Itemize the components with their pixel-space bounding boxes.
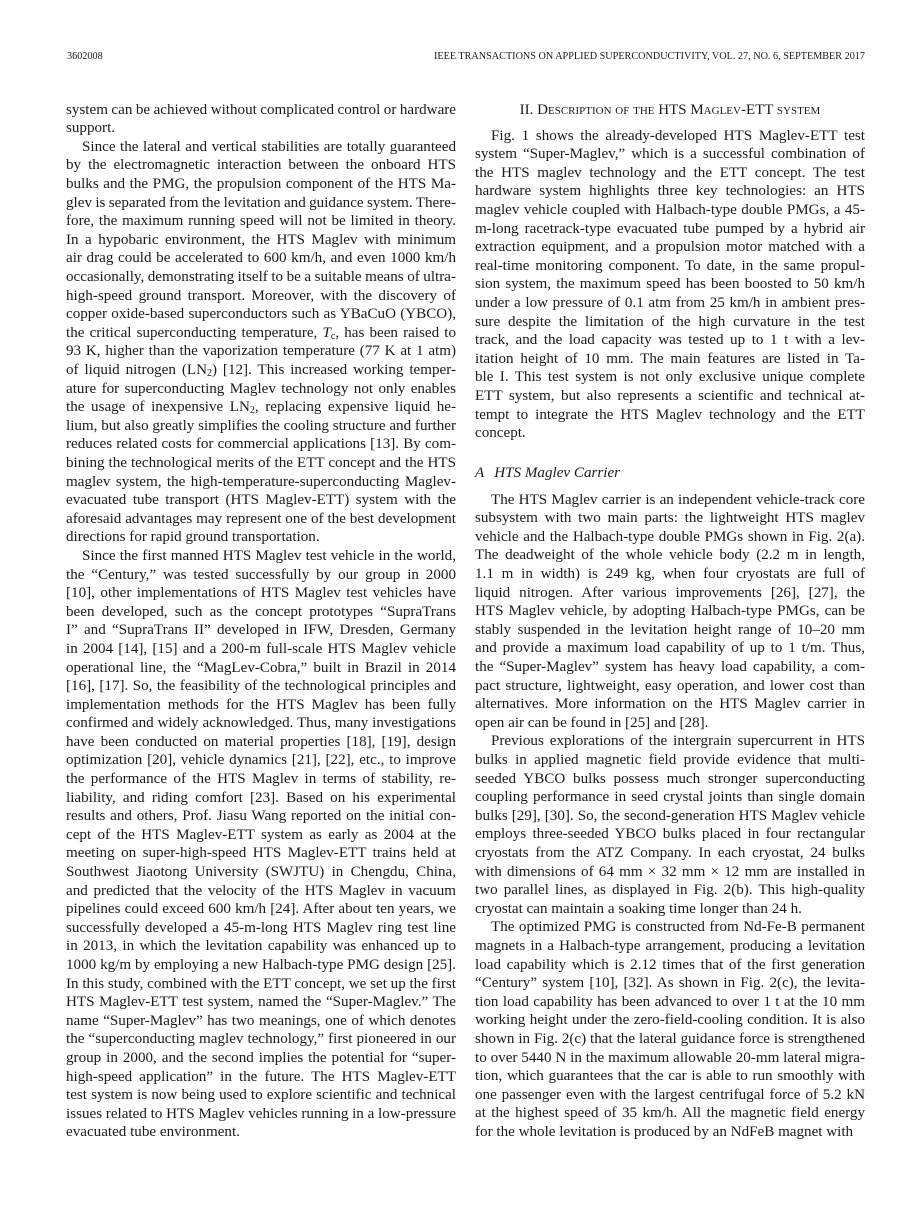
text-line-content: operational line, the “MagLev-Cobra,” built in Brazil in 2014 (66, 659, 456, 676)
text-line (475, 881, 865, 900)
text-line (475, 1104, 865, 1123)
text-line-content: optimization [20], vehicle dynamics [21], [22], etc., to improve (66, 752, 456, 769)
text-line-content: Fig. 1 shows the already-developed HTS Maglev-ETT test (491, 127, 865, 144)
text-line-content: system can be achieved without complicated control or hardware (66, 101, 456, 118)
text-line (66, 993, 456, 1012)
text-line-content: lium, but also greatly simplifies the cooling structure and further (66, 417, 456, 434)
text-line-content: fore, the maximum running speed will not be limited in theory. (66, 213, 456, 230)
text-line (475, 807, 865, 826)
text-line (475, 145, 865, 164)
text-line (475, 491, 865, 510)
text-line (475, 1011, 865, 1030)
text-line-content: by the electromagnetic interaction between the onboard HTS (66, 157, 456, 174)
text-line-content: bulks and the PMG, the propulsion component of the HTS Ma- (66, 176, 456, 193)
text-line (66, 473, 456, 492)
text-line (475, 565, 865, 584)
text-line (475, 424, 865, 443)
text-line (66, 659, 456, 678)
text-line (475, 714, 865, 733)
text-line-content: alternatives. More information on the HTS Maglev carrier in (475, 696, 865, 713)
text-line (66, 844, 456, 863)
text-line (66, 900, 456, 919)
text-line (475, 658, 865, 677)
text-line (475, 602, 865, 621)
text-line-content: evacuated tube transport (HTS Maglev-ETT) system with the (66, 492, 456, 509)
text-line-content: at the highest speed of 35 km/h. All the magnetic field energy (475, 1105, 865, 1122)
text-line-content: liquid nitrogen. After various improvements [26], [27], the (475, 584, 865, 601)
text-line (66, 1012, 456, 1031)
text-line-content: Previous explorations of the intergrain supercurrent in HTS (491, 733, 865, 750)
text-line (475, 387, 865, 406)
paragraph (66, 101, 456, 138)
right-column-intro (475, 127, 865, 443)
text-line-content: shown in Fig. 2(c) that the lateral guidance force is strengthened (475, 1030, 865, 1047)
text-line (66, 1086, 456, 1105)
paragraph (66, 547, 456, 1142)
text-line (475, 584, 865, 603)
text-line (66, 547, 456, 566)
text-line-content: magnets in a Halbach-type arrangement, producing a levitation (475, 937, 865, 954)
text-line (475, 546, 865, 565)
text-line (475, 732, 865, 751)
text-line-content: Since the lateral and vertical stabilities are totally guaranteed (82, 138, 456, 155)
text-line (66, 324, 456, 343)
text-line-content: high-speed ground transport. Moreover, with the discovery of (66, 287, 456, 304)
text-line-content: The HTS Maglev carrier is an independent vehicle-track core (491, 491, 865, 508)
text-line-content: and provide a maximum load capability of up to 1 t/m. Thus, (475, 640, 865, 657)
text-line-content: under a low pressure of 0.1 atm from 25 km/h in ambient pres- (475, 295, 865, 312)
running-header: IEEE TRANSACTIONS ON APPLIED SUPERCONDUCTIVITY, VOL. 27, NO. 6, SEPTEMBER 2017 (433, 51, 865, 62)
text-line-content: support. (66, 120, 116, 137)
text-line-content: the “Super-Maglev” system has heavy load capability, a com- (475, 659, 865, 676)
paragraph (475, 918, 865, 1141)
text-line (66, 194, 456, 213)
section-heading-block (475, 101, 865, 120)
text-line (66, 454, 456, 473)
text-line (66, 361, 456, 380)
paragraph (475, 127, 865, 443)
text-line (66, 1123, 456, 1142)
text-line-content: test system is now being used to explore scientific and technical (66, 1087, 456, 1104)
text-line (475, 770, 865, 789)
text-line (66, 119, 456, 138)
text-line-content: tion load capability has been advanced to over 1 t at the 10 mm (475, 993, 865, 1010)
text-line (66, 807, 456, 826)
text-line-content: [16], [17]. So, the feasibility of the technological principles and (66, 678, 456, 695)
text-line-content: sure despite the limitation of the high curvature in the test (475, 313, 865, 330)
text-line-content: open air can be found in [25] and [28]. (475, 714, 709, 731)
text-line (475, 313, 865, 332)
text-line (66, 714, 456, 733)
text-line (66, 287, 456, 306)
text-line (475, 863, 865, 882)
text-line (66, 156, 456, 175)
text-line (475, 182, 865, 201)
subsection-heading (475, 464, 865, 483)
text-line-content: the usage of inexpensive $LN_2$, replacing expensive liquid he- (66, 399, 456, 417)
text-line-content: seeded YBCO bulks possess much stronger superconducting (475, 770, 865, 787)
text-line (475, 164, 865, 183)
text-line-content: pipelines could exceed 600 km/h [24]. After about ten years, we (66, 901, 456, 918)
text-line (66, 1068, 456, 1087)
text-line (66, 510, 456, 529)
text-line-content: ature for superconducting Maglev technology not only enables (66, 380, 456, 397)
text-line (66, 696, 456, 715)
text-line (475, 1049, 865, 1068)
text-line (475, 974, 865, 993)
text-line (66, 603, 456, 622)
text-line-content: maglev system, the high-temperature-superconducting Maglev- (66, 473, 456, 490)
section-heading: II. Description of the HTS Maglev-ETT system (519, 101, 821, 118)
paragraph (475, 732, 865, 918)
text-line-content: glev is separated from the levitation and guidance system. There- (66, 194, 456, 211)
text-line (475, 1123, 865, 1142)
subsection-title: HTS Maglev Carrier (494, 464, 621, 481)
text-line (475, 331, 865, 350)
text-line (66, 751, 456, 770)
text-line (66, 826, 456, 845)
text-line (66, 212, 456, 231)
text-line-content: and predicted that the velocity of the HTS Maglev in vacuum (66, 882, 456, 899)
text-line-content: tion, which guarantees that the car is able to run smoothly with (475, 1068, 865, 1085)
text-line (475, 275, 865, 294)
text-line-content: to over 5440 N in the maximum allowable 20-mm lateral migra- (475, 1049, 865, 1066)
text-line (475, 257, 865, 276)
text-line-content: system “Super-Maglev,” which is a successful combination of (475, 146, 865, 163)
text-line-content: Southwest Jiaotong University (SWJTU) in Chengdu, China, (66, 864, 456, 881)
text-line (66, 249, 456, 268)
text-line (66, 491, 456, 510)
text-line (475, 368, 865, 387)
text-line-content: track, and the load capacity was tested up to 1 t with a lev- (475, 332, 865, 349)
text-line-content: employs three-seeded YBCO bulks placed in four rectangular (475, 826, 865, 843)
text-line-content: subsystem with two main parts: the lightweight HTS maglev (475, 510, 865, 527)
text-line-content: name “Super-Maglev” has two meanings, one of which denotes (66, 1012, 456, 1029)
text-line-content: air drag could be accelerated to 600 km/h, and even 1000 km/h (66, 250, 456, 267)
text-line-content: ble I. This test system is not only exclusive unique complete (475, 369, 865, 386)
text-line (66, 175, 456, 194)
text-line (475, 825, 865, 844)
text-line (475, 294, 865, 313)
text-line-content: successfully developed a 45-m-long HTS Maglev ring test line (66, 919, 456, 936)
text-line (66, 956, 456, 975)
subsection-heading-block (475, 464, 865, 483)
text-line-content: coupling performance in seed crystal joints than single domain (475, 789, 865, 806)
text-line-content: working height under the zero-field-cooling condition. It is also (475, 1012, 865, 1029)
text-line-content: m-long racetrack-type evacuated tube pumped by a hybrid air (475, 220, 865, 237)
text-line (475, 993, 865, 1012)
text-line-content: In this study, combined with the ETT concept, we set up the first (66, 975, 456, 992)
text-line-content: have been conducted on material properties [18], [19], design (66, 733, 456, 750)
text-line (475, 844, 865, 863)
text-line-content: The deadweight of the whole vehicle body (2.2 m in length, (475, 547, 865, 564)
text-line-content: aforesaid advantages may represent one of the best development (66, 510, 456, 527)
text-line-content: meeting on super-high-speed HTS Maglev-ETT trains held at (66, 845, 456, 862)
text-line (475, 900, 865, 919)
text-line-content: the “superconducting maglev technology,” first pioneered in our (66, 1031, 456, 1048)
text-line (66, 342, 456, 361)
text-line-content: implementation methods for the HTS Maglev has been fully (66, 696, 456, 713)
text-line-content: HTS Maglev vehicle, by adopting Halbach-type PMGs, can be (475, 603, 865, 620)
text-line-content: real-time monitoring component. To date, in the same propul- (475, 257, 865, 274)
text-line-content: itation height of 10 mm. The main features are listed in Ta- (475, 350, 865, 367)
text-line-content: pact structure, lightweight, easy operation, and lower cost than (475, 677, 865, 694)
text-line (475, 918, 865, 937)
text-line (66, 398, 456, 417)
text-line (475, 406, 865, 425)
text-line-content: cryostat can maintain a soaking time longer than 24 h. (475, 900, 802, 917)
paragraph (475, 491, 865, 733)
text-line-content: directions for rapid ground transportation. (66, 529, 320, 546)
text-line (475, 677, 865, 696)
text-line (66, 380, 456, 399)
text-line (475, 509, 865, 528)
text-line (66, 882, 456, 901)
text-line (66, 1049, 456, 1068)
text-line (66, 919, 456, 938)
text-line (66, 584, 456, 603)
text-line (66, 1030, 456, 1049)
text-line (66, 975, 456, 994)
text-line-content: in 2004 [14], [15] and a 200-m full-scale HTS Maglev vehicle (66, 640, 456, 657)
text-line-content: The optimized PMG is constructed from Nd-Fe-B permanent (491, 919, 865, 936)
text-line (475, 956, 865, 975)
text-line-content: hardware system highlights three key technologies: an HTS (475, 183, 865, 200)
text-line-content: bulks [29], [30]. So, the second-generation HTS Maglev vehicle (475, 807, 865, 824)
text-line (66, 138, 456, 157)
text-line (66, 268, 456, 287)
text-line (475, 201, 865, 220)
text-line-content: [10], other implementations of HTS Maglev test vehicles have (66, 585, 456, 602)
text-line (475, 238, 865, 257)
text-line-content: cryostats from the ATZ Company. In each cryostat, 24 bulks (475, 844, 865, 861)
text-line-content: the “Century,” was tested successfully by our group in 2000 (66, 566, 456, 583)
text-line-content: 93 K, higher than the vaporization temperature (77 K at 1 atm) (66, 343, 456, 360)
text-line-content: group in 2000, and the second implies the potential for “super- (66, 1049, 456, 1066)
text-line-content: bining the technological merits of the ETT concept and the HTS (66, 454, 456, 471)
text-line (475, 621, 865, 640)
text-line (66, 417, 456, 436)
text-line-content: the HTS maglev technology and the ETT concept. The test (475, 164, 865, 181)
text-line-content: copper oxide-based superconductors such as YBaCuO (YBCO), (66, 306, 456, 323)
text-line (475, 695, 865, 714)
text-line-content: liability, and riding comfort [23]. Based on his experimental (66, 789, 456, 806)
subsection-label: A (475, 464, 485, 481)
text-line-content: the critical superconducting temperature, $T_c$, has been raised to (66, 324, 456, 342)
text-line-content: one passenger even with the largest centrifugal force of 5.2 kN (475, 1086, 865, 1103)
left-column (66, 101, 456, 1142)
text-line (66, 1105, 456, 1124)
text-line (475, 350, 865, 369)
text-line-content: maglev vehicle coupled with Halbach-type double PMGs, a 45- (475, 202, 865, 219)
text-line-content: HTS Maglev-ETT test system, named the “Super-Maglev.” The (66, 994, 456, 1011)
page-number: 3602008 (67, 51, 103, 62)
text-line-content: vehicle and the Halbach-type double PMGs shown in Fig. 2(a). (475, 528, 865, 545)
text-line (475, 751, 865, 770)
text-line (66, 435, 456, 454)
text-line-content: I” and “SupraTrans II” developed in IFW, Dresden, Germany (66, 622, 456, 639)
text-line-content: high-speed application” in the future. The HTS Maglev-ETT (66, 1068, 456, 1085)
text-line-content: in 2013, in which the levitation capability was enhanced up to (66, 938, 456, 955)
text-line-content: two parallel lines, as displayed in Fig. 2(b). This high-quality (475, 882, 865, 899)
text-line (66, 789, 456, 808)
text-line-content: In a hypobaric environment, the HTS Maglev with minimum (66, 231, 456, 248)
text-line-content: concept. (475, 425, 526, 442)
text-line (475, 1086, 865, 1105)
text-line-content: bulks in applied magnetic field provide evidence that multi- (475, 752, 865, 768)
text-line-content: load capability which is 2.12 times that of the first generation (475, 956, 865, 973)
text-line-content: for the whole levitation is produced by an NdFeB magnet with (475, 1123, 854, 1140)
text-line-content: 1000 kg/m by employing a new Halbach-type PMG design [25]. (66, 957, 456, 973)
text-line (66, 528, 456, 547)
text-line (66, 101, 456, 120)
text-line-content: issues related to HTS Maglev vehicles running in a low-pressure (66, 1105, 456, 1122)
text-line (475, 220, 865, 239)
text-line-content: Since the first manned HTS Maglev test vehicle in the world, (82, 547, 456, 564)
text-line (475, 1067, 865, 1086)
text-line-content: with dimensions of 64 mm × 32 mm × 12 mm are installed in (475, 863, 865, 880)
text-line (66, 677, 456, 696)
text-line (475, 127, 865, 146)
text-line-content: 1.1 m in width) is 249 kg, when four cryostats are full of (475, 566, 865, 583)
text-line (66, 231, 456, 250)
text-line-content: “Century” system [10], [32]. As shown in Fig. 2(c), the levita- (475, 975, 865, 992)
text-line-content: ETT system, but also represents a scientific and technical at- (475, 388, 865, 404)
text-line (66, 863, 456, 882)
text-line (66, 305, 456, 324)
text-line-content: reduces related costs for commercial applications [13]. By com- (66, 436, 456, 453)
text-line (66, 640, 456, 659)
text-line-content: been developed, such as the concept prototypes “SupraTrans (66, 603, 456, 620)
text-line-content: stably suspended in the levitation height range of 10–20 mm (475, 621, 865, 638)
text-line (66, 937, 456, 956)
text-line (66, 770, 456, 789)
text-line-content: confirmed and widely acknowledged. Thus, many investigations (66, 715, 456, 732)
text-line-content: extraction equipment, and a propulsion motor matched with a (475, 239, 865, 256)
text-line-content: occasionally, demonstrating itself to be a suitable means of ultra- (66, 269, 456, 286)
text-line (66, 621, 456, 640)
text-line-content: sion system, the maximum speed has been boosted to 50 km/h (475, 276, 865, 293)
text-line (475, 788, 865, 807)
text-line-content: of liquid nitrogen $(LN_2)$ [12]. This increased working temper- (66, 362, 456, 379)
text-line (475, 528, 865, 547)
text-line (475, 937, 865, 956)
text-line-content: tempt to integrate the HTS Maglev technology and the ETT (475, 406, 865, 423)
right-column-body (475, 491, 865, 1142)
text-line-content: the performance of the HTS Maglev in terms of stability, re- (66, 771, 456, 788)
text-line (475, 639, 865, 658)
text-line (66, 733, 456, 752)
text-line-content: cept of the HTS Maglev-ETT system as early as 2004 at the (66, 826, 456, 843)
paragraph (66, 138, 456, 547)
text-line-content: evacuated tube environment. (66, 1124, 240, 1141)
text-line-content: results and others, Prof. Jiasu Wang reported on the initial con- (66, 808, 456, 825)
text-line (475, 1030, 865, 1049)
text-line (66, 566, 456, 585)
